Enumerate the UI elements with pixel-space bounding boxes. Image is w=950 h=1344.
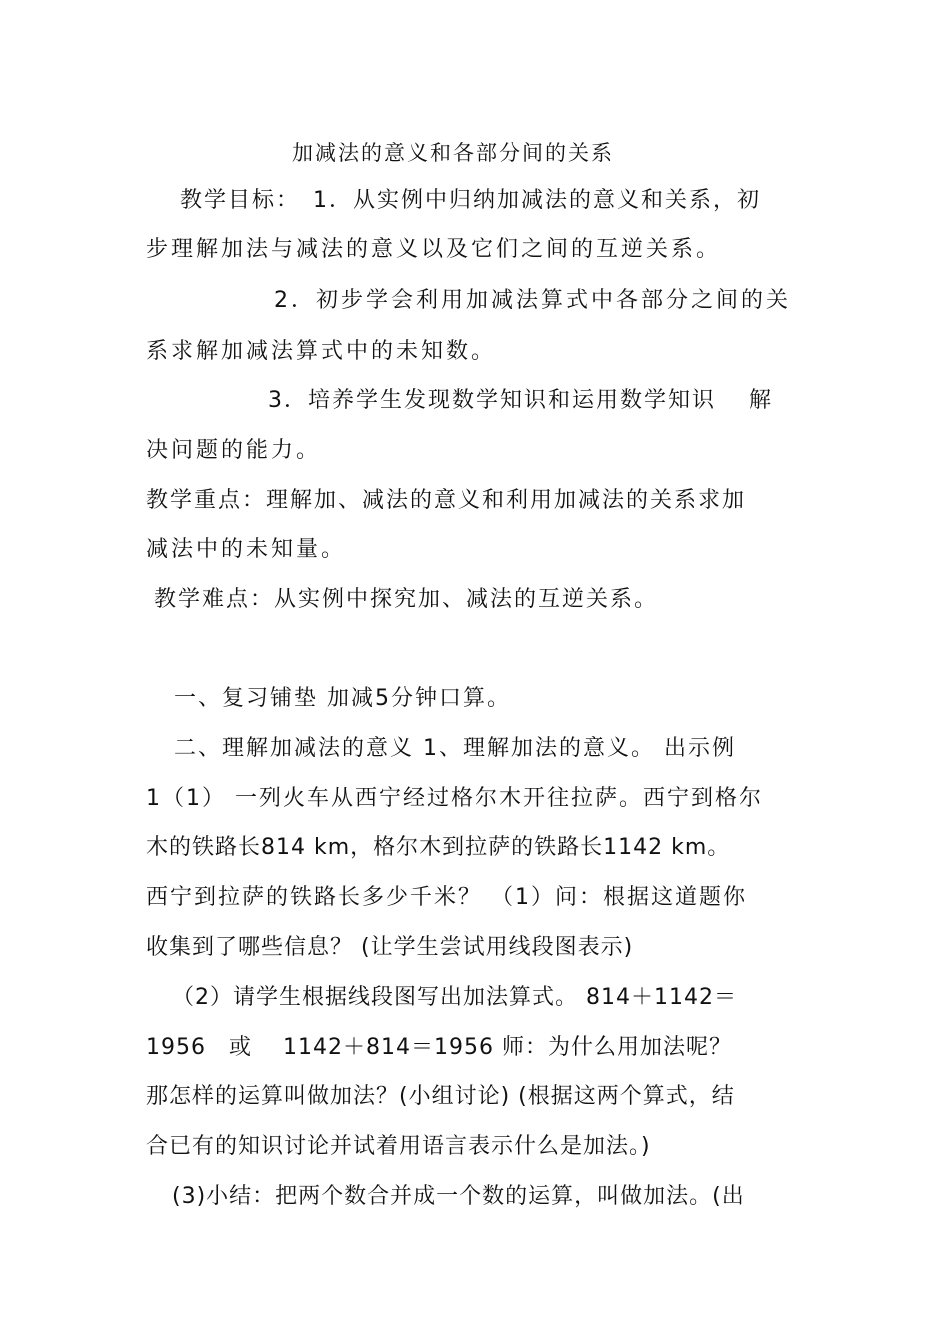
objective-2-line-1: 2．初步学会利用加减法算式中各部分之间的关 xyxy=(274,288,791,313)
section-review: 一、复习铺垫 加减5分钟口算。 xyxy=(174,686,511,711)
example-line-7: 那怎样的运算叫做加法？(小组讨论) (根据这两个算式，结 xyxy=(146,1084,735,1109)
document-title: 加减法的意义和各部分间的关系 xyxy=(292,141,614,165)
objective-3-line-1: 3．培养学生发现数学知识和运用数学知识 解 xyxy=(268,388,773,413)
key-points-line-2: 减法中的未知量。 xyxy=(146,537,347,562)
difficulty-line: 教学难点：从实例中探究加、减法的互逆关系。 xyxy=(154,587,659,612)
example-line-1: 1（1） 一列火车从西宁经过格尔木开往拉萨。西宁到格尔 xyxy=(146,786,763,811)
objective-3-line-2: 决问题的能力。 xyxy=(146,438,322,463)
example-line-5: （2）请学生根据线段图写出加法算式。 814＋1142＝ xyxy=(172,985,737,1010)
objective-2-line-2: 系求解加减法算式中的未知数。 xyxy=(146,339,497,364)
summary-line: (3)小结：把两个数合并成一个数的运算，叫做加法。(出 xyxy=(172,1184,745,1209)
example-line-6: 1956 或 1142＋814＝1956 师：为什么用加法呢？ xyxy=(146,1035,732,1060)
section-meaning: 二、理解加减法的意义 1、理解加法的意义。 出示例 xyxy=(174,736,736,761)
example-line-2: 木的铁路长814 km，格尔木到拉萨的铁路长1142 km。 xyxy=(146,835,731,860)
objective-1-line-2: 步理解加法与减法的意义以及它们之间的互逆关系。 xyxy=(146,237,722,262)
example-line-8: 合已有的知识讨论并试着用语言表示什么是加法。) xyxy=(146,1134,651,1159)
example-line-4: 收集到了哪些信息？ (让学生尝试用线段图表示) xyxy=(146,935,634,960)
objective-1-line-1: 教学目标： 1．从实例中归纳加减法的意义和关系，初 xyxy=(180,188,761,213)
key-points-line-1: 教学重点：理解加、减法的意义和利用加减法的关系求加 xyxy=(146,488,747,513)
example-line-3: 西宁到拉萨的铁路长多少千米？ （1）问：根据这道题你 xyxy=(146,885,747,910)
